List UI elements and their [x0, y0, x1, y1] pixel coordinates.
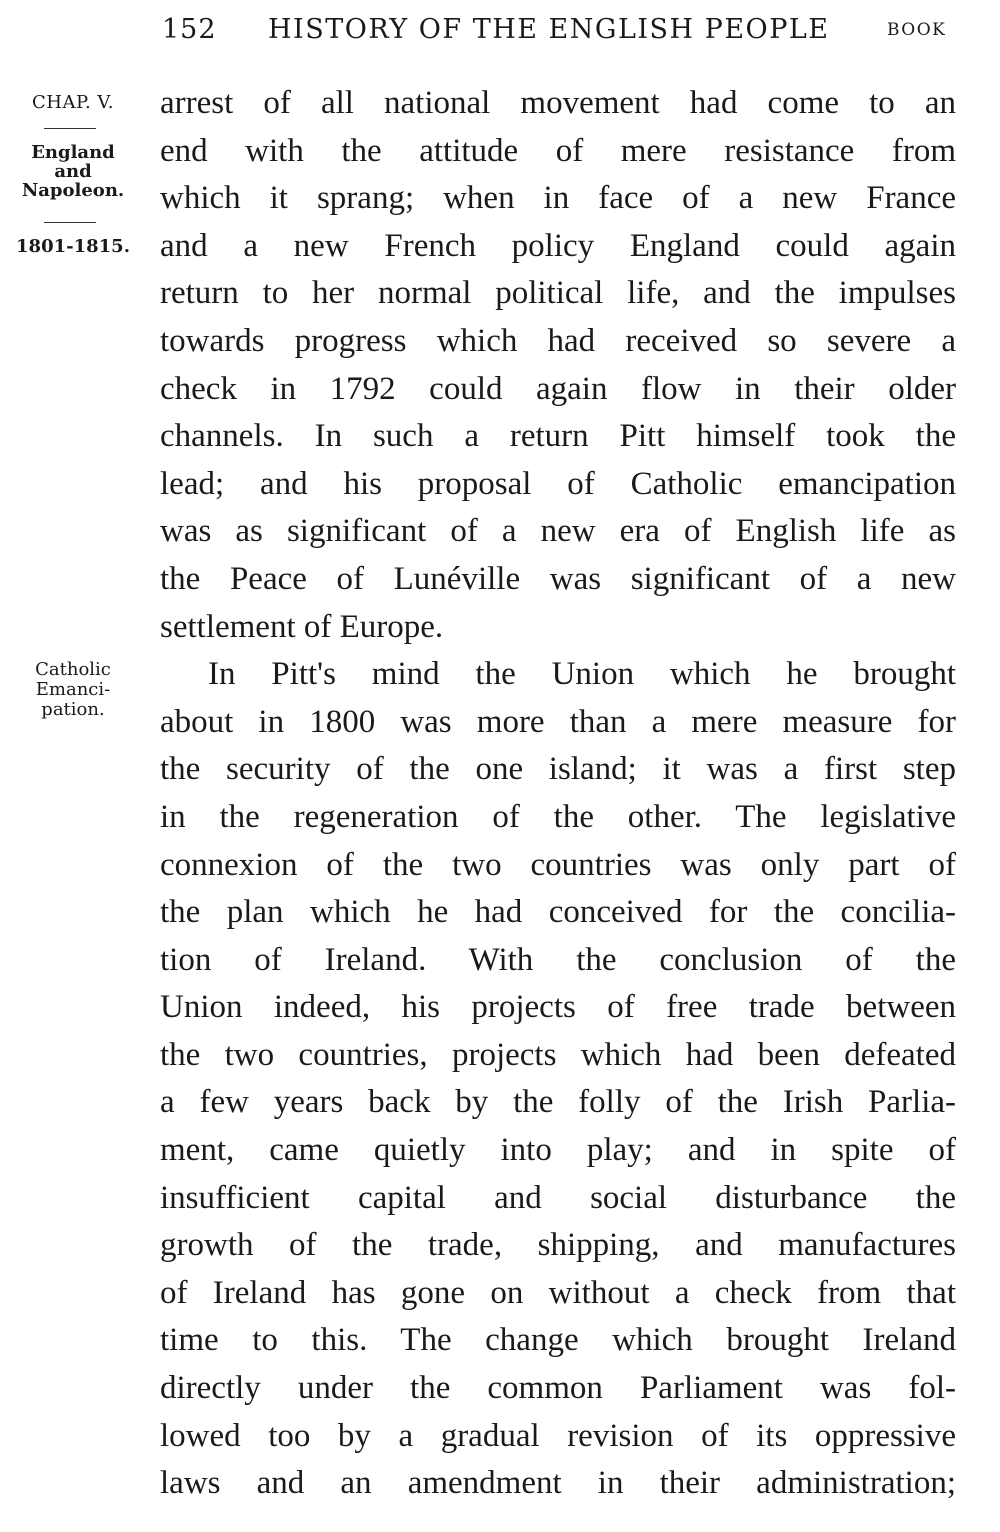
text-line: settlement of Europe.: [160, 608, 444, 645]
margin-topic-line: and: [54, 161, 92, 182]
text-line: and a new French policy England could again: [160, 227, 956, 264]
page-number: 152: [162, 14, 217, 45]
margin-rule: [44, 128, 96, 129]
paragraph-1: [160, 80, 956, 651]
margin-note-line: Catholic: [35, 659, 111, 680]
text-line: time to this. The change which brought Ireland: [160, 1322, 956, 1359]
text-line: the Peace of Lunéville was significant of a new: [160, 560, 956, 597]
text-line: connexion of the two countries was only part of: [160, 846, 956, 883]
running-header: [0, 14, 1000, 54]
margin-rule: [44, 222, 96, 223]
text-line: insufficient capital and social disturbance the: [160, 1179, 956, 1216]
text-line: lead; and his proposal of Catholic emancipation: [160, 465, 956, 502]
margin-dates: 1801-1815.: [16, 236, 130, 257]
margin-note-line: pation.: [41, 699, 105, 720]
text-line: arrest of all national movement had come to an: [160, 85, 956, 121]
text-line: of Ireland has gone on without a check from that: [160, 1274, 956, 1311]
book-label: BOOK: [887, 20, 947, 40]
text-line: a few years back by the folly of the Irish Parlia-: [160, 1084, 956, 1121]
text-line: the plan which he had conceived for the concilia-: [160, 894, 956, 931]
text-line: directly under the common Parliament was fol-: [160, 1370, 956, 1407]
body-text: [160, 80, 956, 1508]
text-line: lowed too by a gradual revision of its oppressive: [160, 1417, 956, 1454]
text-line: towards progress which had received so severe a: [160, 322, 956, 359]
text-line: about in 1800 was more than a mere measure for: [160, 703, 956, 740]
text-line: Union indeed, his projects of free trade between: [160, 989, 956, 1026]
text-line: return to her normal political life, and the impulses: [160, 275, 956, 312]
margin-note-catholic-emancipation: [10, 660, 136, 720]
text-line: in the regeneration of the other. The legislative: [160, 798, 956, 835]
text-line: channels. In such a return Pitt himself took the: [160, 418, 956, 455]
text-line: was as significant of a new era of English life as: [160, 513, 956, 550]
running-title: HISTORY OF THE ENGLISH PEOPLE: [268, 14, 830, 45]
text-line: ment, came quietly into play; and in spite of: [160, 1132, 956, 1169]
margin-topic: [10, 142, 136, 202]
text-line: the two countries, projects which had been defeated: [160, 1036, 956, 1073]
text-line: the security of the one island; it was a first step: [160, 751, 956, 788]
text-line: growth of the trade, shipping, and manufactures: [160, 1227, 956, 1264]
paragraph-2: [160, 651, 956, 1508]
text-line: tion of Ireland. With the conclusion of the: [160, 941, 956, 978]
margin-topic-line: Napoleon.: [21, 180, 125, 201]
margin-chapter: CHAP. V.: [32, 92, 114, 113]
text-line: In Pitt's mind the Union which he brought: [208, 656, 956, 693]
text-line: check in 1792 could again flow in their older: [160, 370, 956, 407]
margin-topic-line: England: [31, 142, 115, 163]
margin-note-line: Emanci-: [35, 679, 111, 700]
text-line: which it sprang; when in face of a new France: [160, 180, 956, 217]
text-line: laws and an amendment in their administration;: [160, 1465, 956, 1502]
text-line: end with the attitude of mere resistance from: [160, 132, 956, 169]
